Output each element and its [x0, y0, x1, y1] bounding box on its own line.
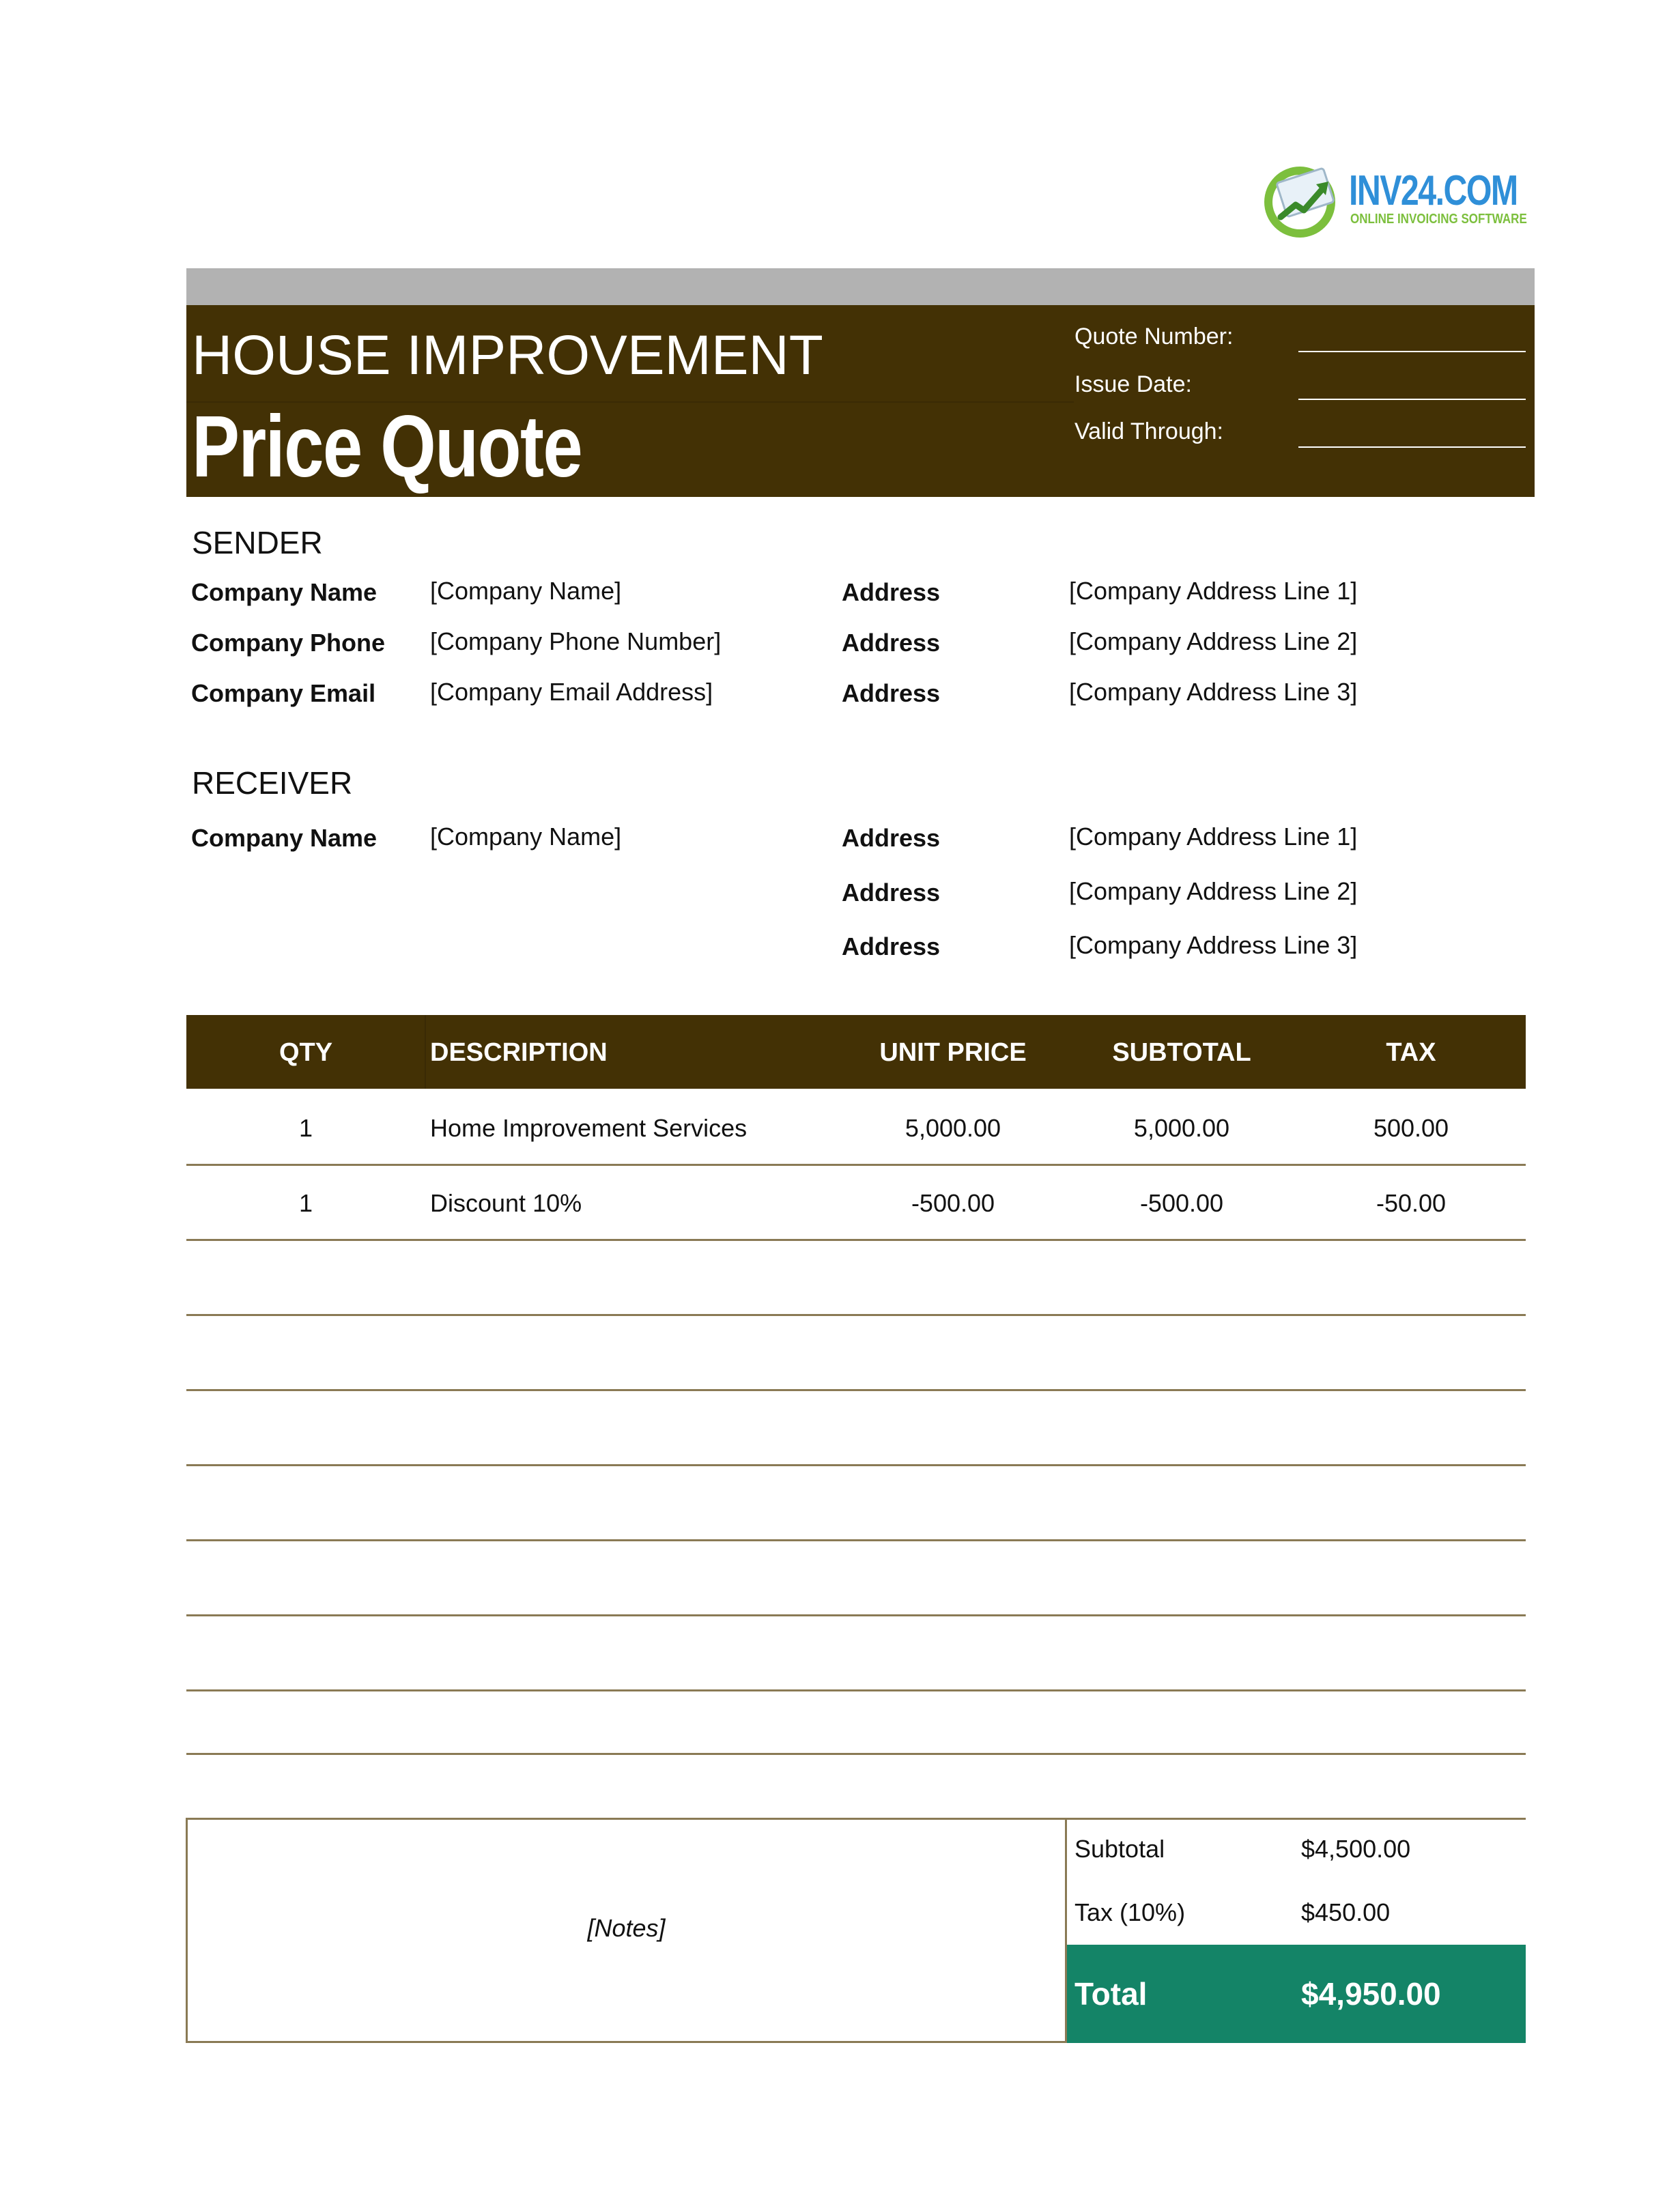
sender-company-email-value: [Company Email Address]	[430, 678, 713, 706]
total-value: $4,950.00	[1301, 1976, 1441, 2012]
valid-through-label: Valid Through:	[1074, 418, 1223, 444]
row-2-unit-price: -500.00	[911, 1189, 995, 1217]
receiver-address-label-2: Address	[842, 878, 941, 906]
table-row-divider	[186, 1614, 1526, 1616]
table-row-divider	[186, 1753, 1526, 1755]
document-title-line1: HOUSE IMPROVEMENT	[192, 324, 823, 386]
table-row-divider	[186, 1314, 1526, 1316]
quote-number-label: Quote Number:	[1074, 324, 1234, 349]
receiver-title: RECEIVER	[192, 765, 353, 801]
table-row-divider	[186, 1389, 1526, 1391]
notes-text: [Notes]	[587, 1914, 666, 1942]
valid-through-field[interactable]	[1298, 446, 1526, 448]
issue-date-label: Issue Date:	[1074, 371, 1192, 397]
column-header-unit-price: UNIT PRICE	[879, 1038, 1027, 1067]
sender-address-label-1: Address	[842, 578, 941, 606]
logo-mark-icon	[1260, 154, 1349, 243]
header-grey-bar	[186, 268, 1535, 305]
total-label: Total	[1074, 1976, 1148, 2012]
receiver-address-value-2: [Company Address Line 2]	[1069, 877, 1358, 905]
logo-tagline: ONLINE INVOICING SOFTWARE	[1350, 212, 1527, 227]
table-row-divider	[186, 1539, 1526, 1541]
receiver-address-label-1: Address	[842, 824, 941, 852]
receiver-address-label-3: Address	[842, 932, 941, 960]
document-title-line2: Price Quote	[192, 398, 582, 496]
table-row-divider	[186, 1164, 1526, 1166]
receiver-company-name-value: [Company Name]	[430, 823, 622, 851]
row-2-qty: 1	[298, 1189, 313, 1217]
tax-value: $450.00	[1301, 1898, 1391, 1926]
row-1-unit-price: 5,000.00	[905, 1114, 1001, 1142]
subtotal-value: $4,500.00	[1301, 1835, 1411, 1863]
row-2-subtotal: -500.00	[1139, 1189, 1224, 1217]
column-header-tax: TAX	[1386, 1038, 1436, 1067]
subtotal-label: Subtotal	[1074, 1835, 1165, 1863]
table-row-divider	[186, 1239, 1526, 1241]
column-header-qty: QTY	[279, 1038, 333, 1067]
sender-address-value-3: [Company Address Line 3]	[1069, 678, 1358, 706]
row-1-description: Home Improvement Services	[430, 1114, 748, 1142]
sender-address-label-3: Address	[842, 679, 941, 707]
logo-name: INV24.COM	[1349, 167, 1518, 214]
column-header-subtotal: SUBTOTAL	[1112, 1038, 1251, 1067]
row-2-description: Discount 10%	[430, 1189, 582, 1217]
table-row-divider	[186, 1689, 1526, 1691]
sender-company-name-label: Company Name	[191, 578, 378, 606]
row-1-tax: 500.00	[1373, 1114, 1449, 1142]
receiver-address-value-1: [Company Address Line 1]	[1069, 823, 1358, 851]
receiver-company-name-label: Company Name	[191, 824, 378, 852]
receiver-address-value-3: [Company Address Line 3]	[1069, 931, 1358, 959]
sender-address-value-2: [Company Address Line 2]	[1069, 627, 1358, 655]
sender-title: SENDER	[192, 525, 323, 560]
tax-label: Tax (10%)	[1074, 1898, 1186, 1926]
sender-company-name-value: [Company Name]	[430, 577, 622, 605]
quote-number-field[interactable]	[1298, 351, 1526, 352]
sender-address-value-1: [Company Address Line 1]	[1069, 577, 1358, 605]
sender-address-label-2: Address	[842, 629, 941, 657]
sender-company-phone-value: [Company Phone Number]	[430, 627, 722, 655]
row-2-tax: -50.00	[1376, 1189, 1447, 1217]
totals-top-rule	[1067, 1818, 1526, 1820]
row-1-qty: 1	[298, 1114, 313, 1142]
sender-company-email-label: Company Email	[191, 679, 376, 707]
sender-company-phone-label: Company Phone	[191, 629, 386, 657]
issue-date-field[interactable]	[1298, 399, 1526, 400]
column-header-description: DESCRIPTION	[430, 1038, 608, 1067]
row-1-subtotal: 5,000.00	[1133, 1114, 1230, 1142]
table-row-divider	[186, 1464, 1526, 1466]
